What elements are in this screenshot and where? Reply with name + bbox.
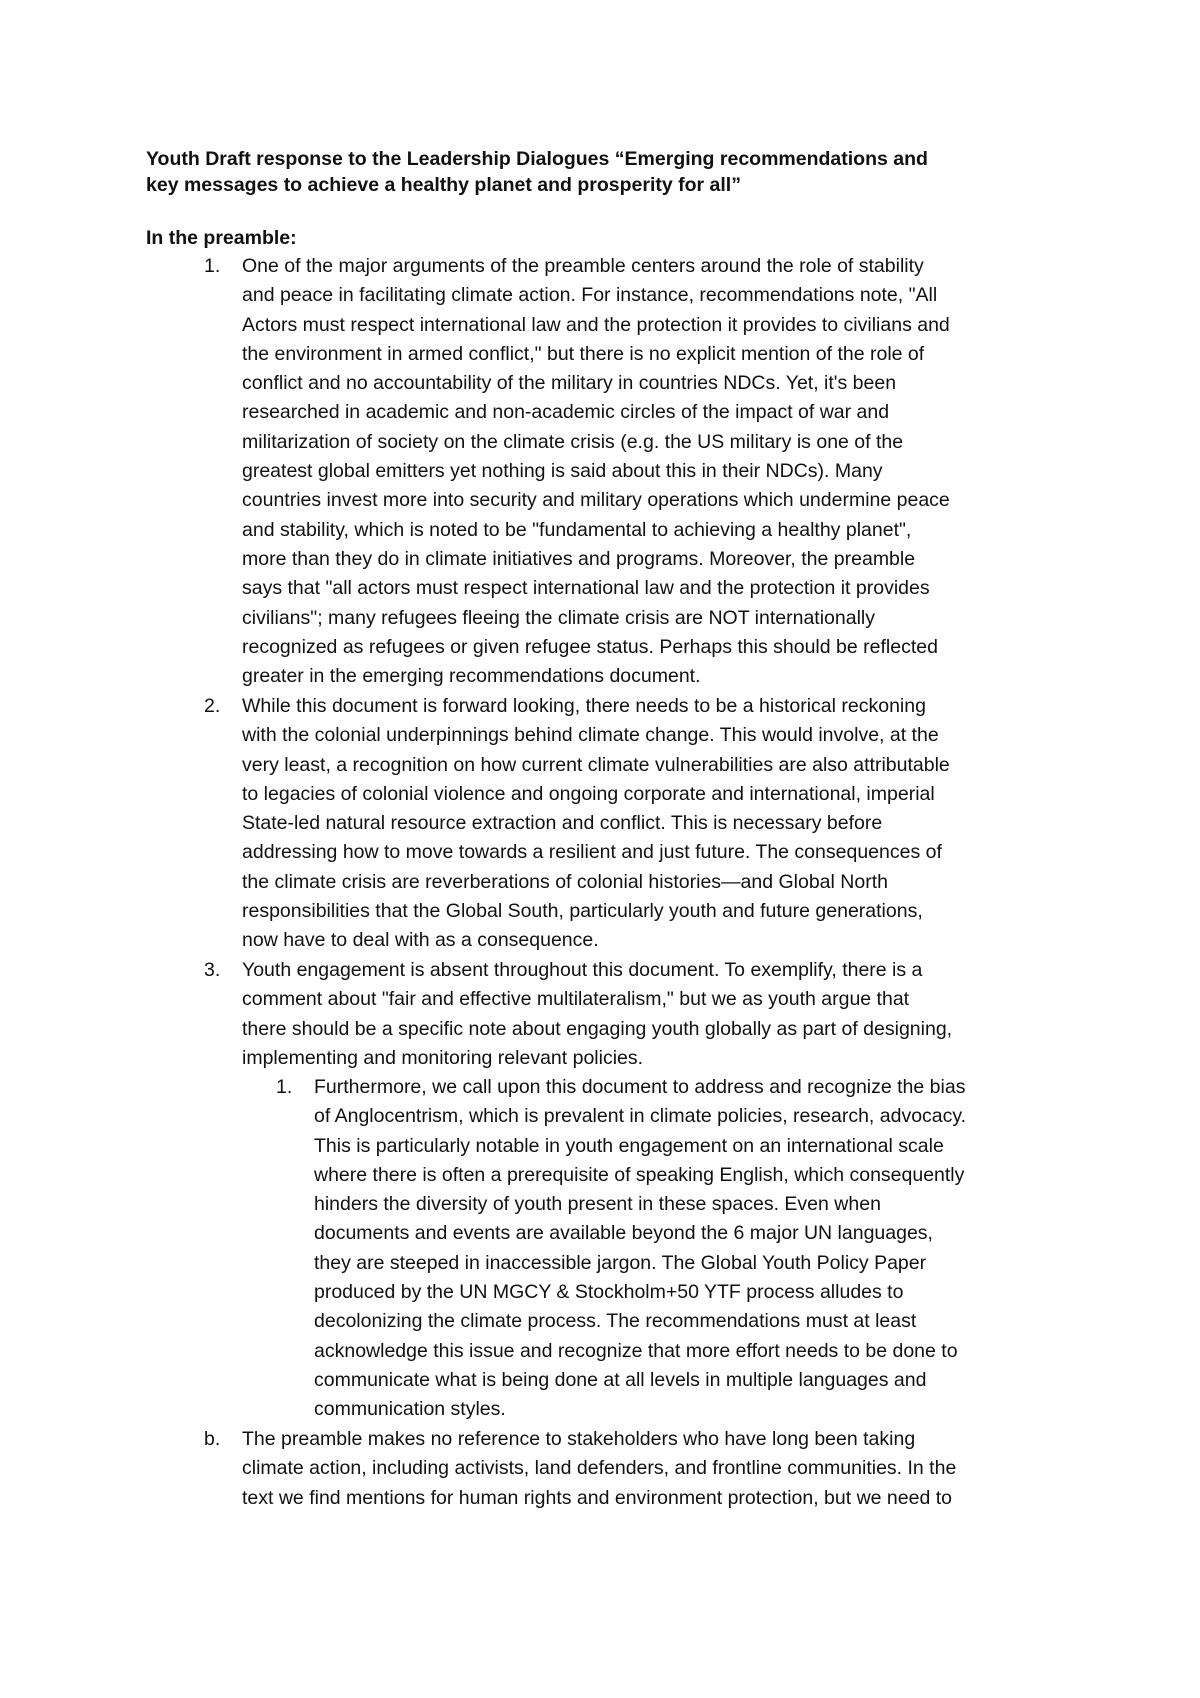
list-item [242,692,950,956]
text-line: Furthermore, we call upon this document to address and recognize the bias [314,1076,966,1098]
text-line: documents and events are available beyond the 6 major UN languages, [314,1222,933,1245]
text-line: The preamble makes no reference to stakeholders who have long been taking [242,1428,916,1450]
text-line: militarization of society on the climate crisis (e.g. the US military is one of the [242,430,904,453]
text-line: the climate crisis are reverberations of colonial histories—and Global North [242,870,888,893]
text-line: conflict and no accountability of the military in countries NDCs. Yet, it's been [242,372,897,395]
list-item [242,956,952,1073]
text-line: Youth engagement is absent throughout this document. To exemplify, there is a [242,959,923,981]
text-line: more than they do in climate initiatives and programs. Moreover, the preamble [242,547,916,570]
text-line: says that "all actors must respect international law and the protection it provides [242,577,930,600]
text-line: greatest global emitters yet nothing is said about this in their NDCs). Many [242,460,883,483]
title-line: Youth Draft response to the Leadership Dialogues “Emerging recommendations and [146,148,928,170]
text-line: now have to deal with as a consequence. [242,929,599,952]
text-line: One of the major arguments of the preamble centers around the role of stability [242,255,924,277]
text-line: comment about "fair and effective multilateralism," but we as youth argue that [242,988,910,1011]
text-line: the environment in armed conflict," but there is no explicit mention of the role of [242,342,925,365]
text-line: researched in academic and non-academic circles of the impact of war and [242,401,890,424]
text-line: they are steeped in inaccessible jargon. The Global Youth Policy Paper [314,1251,927,1274]
document-title [146,146,1066,198]
list-marker: 1. [276,1076,293,1098]
text-line: to legacies of colonial violence and ongoing corporate and international, imperial [242,782,935,805]
text-line: countries invest more into security and military operations which undermine peace [242,489,950,512]
list-marker: 3. [204,959,221,981]
list-marker: 1. [204,255,221,277]
text-line: implementing and monitoring relevant policies. [242,1046,644,1069]
list-marker: b. [204,1428,221,1450]
text-line: where there is often a prerequisite of speaking English, which consequently [314,1163,965,1186]
text-line: State-led natural resource extraction and conflict. This is necessary before [242,812,883,835]
text-line: Actors must respect international law and the protection it provides to civilians and [242,313,950,336]
text-line: and peace in facilitating climate action. For instance, recommendations note, "All [242,284,938,307]
text-line: addressing how to move towards a resilient and just future. The consequences of [242,841,942,864]
text-line: text we find mentions for human rights and environment protection, but we need to [242,1486,952,1509]
text-line: produced by the UN MGCY & Stockholm+50 YTF process alludes to [314,1281,904,1304]
text-line: there should be a specific note about engaging youth globally as part of designing, [242,1017,953,1040]
text-line: acknowledge this issue and recognize that more effort needs to be done to [314,1339,958,1362]
text-line: communication styles. [314,1398,506,1421]
text-line: and stability, which is noted to be "fundamental to achieving a healthy planet", [242,518,912,541]
section-heading: In the preamble: [146,227,297,249]
text-line: decolonizing the climate process. The recommendations must at least [314,1310,917,1333]
text-line: greater in the emerging recommendations document. [242,665,701,688]
text-line: very least, a recognition on how current climate vulnerabilities are also attributable [242,753,950,776]
text-line: climate action, including activists, land defenders, and frontline communities. In the [242,1457,957,1480]
title-line: key messages to achieve a healthy planet and prosperity for all” [146,174,741,196]
text-line: with the colonial underpinnings behind climate change. This would involve, at the [242,724,939,747]
text-line: responsibilities that the Global South, particularly youth and future generations, [242,900,923,923]
text-line: hinders the diversity of youth present in these spaces. Even when [314,1193,881,1216]
text-line: civilians"; many refugees fleeing the climate crisis are NOT internationally [242,606,875,629]
text-line: communicate what is being done at all levels in multiple languages and [314,1368,927,1391]
sub-list-item [314,1073,966,1425]
list-marker: 2. [204,695,221,717]
list-item [242,252,950,691]
text-line: This is particularly notable in youth engagement on an international scale [314,1134,944,1157]
text-line: of Anglocentrism, which is prevalent in climate policies, research, advocacy. [314,1105,967,1128]
text-line: recognized as refugees or given refugee status. Perhaps this should be reflected [242,635,938,658]
list-item [242,1425,956,1513]
text-line: While this document is forward looking, there needs to be a historical reckoning [242,695,926,717]
